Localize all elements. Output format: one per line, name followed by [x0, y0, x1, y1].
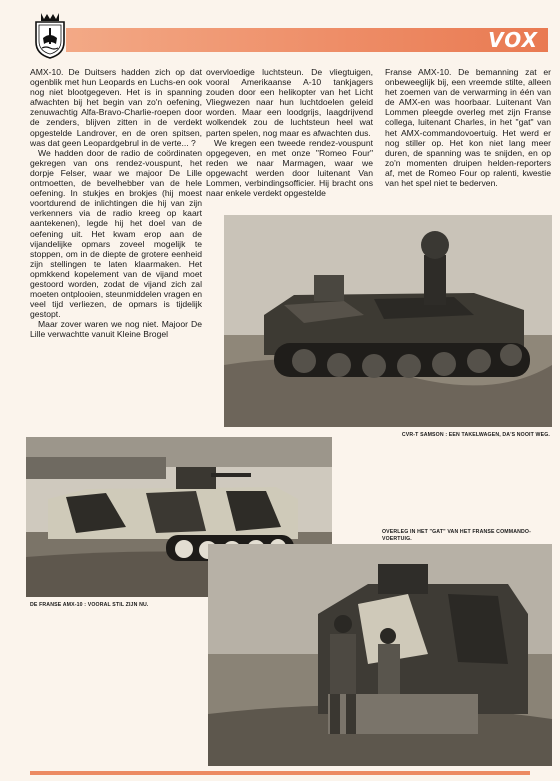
paragraph: overvloedige luchtsteun. De vliegtuigen, vooral Amerikaanse A-10 tankjagers zouden door een helikopter van het Licht Vliegwezen naar hun luchtdoelen geleid worden. Maar een loodgrijs, laagdrijvend wolkendek zou de luchtsteun heel wat parten spelen, nog maar es afwachten dus.: [206, 67, 373, 138]
photo-caption: DE FRANSE AMX-10 : VOORAL STIL ZIJN NU.: [30, 602, 149, 608]
article-column-3: [385, 67, 551, 188]
paragraph: We kregen een tweede rendez-vouspunt opgegeven, en met onze "Romeo Four" reden we naar Marmagen, waar we opgewacht werden door luitenant Van Lommen, verbindingsofficier. Hij bracht ons naar enkele verdekt opgestelde: [206, 137, 373, 199]
photo-caption: OVERLEG IN HET "GAT" VAN HET FRANSE COMMANDO-VOERTUIG.: [382, 529, 531, 542]
article-column-2: [206, 67, 373, 198]
paragraph: Maar zover waren we nog niet. Majoor De Lille verwachtte vanuit Kleine Brogel: [30, 319, 202, 340]
photo-cvrt-samson: [224, 215, 552, 427]
paragraph: We hadden door de radio de coördinaten gekregen van ons rendez-vouspunt, het dorpje Felser, waar we majoor De Lille ontmoetten, de bevelhebber van de hele oefening. In stukjes en brokjes (hij moest voortdurend de inlichtingen die hij van zijn verkenners via de radio kreeg op kaart aantekenen), legde hij het doel van de oefening uit. Het kwam erop aan de vijandelijke opmars zoveel mogelijk te stoppen, om in de diepte de grotere eenheid zijn stellingen te laten klaarmaken. Het opmkkend kopelement van de vijand moet gestoord worden, zodat de vijand zich zal moeten ontplooien, steunmiddelen vragen en veel tijd verliezen, de opmars is tijdelijk gestopt.: [30, 147, 202, 320]
header-band: [66, 28, 548, 52]
photo-caption: CVR-T SAMSON : EEN TAKELWAGEN, DA'S NOOIT WEG.: [401, 432, 550, 438]
article-column-1: [30, 67, 202, 340]
paragraph: AMX-10. De Duitsers hadden zich op dat ogenblik met hun Leopards en Luchs-en ook nog niet blootgegeven. Het is in spanning afwachten bij het begin van zo'n oefening, zenuwachtig Alfa-Bravo-Charlie-roepen door de zenders, blijven zitten in de verdekt opgestelde Landrover, en de oren spitsen, was dat geen Leopardgebrul in de verte... ?: [30, 67, 202, 148]
paragraph: Franse AMX-10. De bemanning zat er onbeweeglijk bij, een vreemde stilte, alleen het zoemen van de verwarming in één van de AMX-en was hoorbaar. Luitenant Van Lommen pleegde overleg met zijn Franse collega, luitenant Charles, in het "gat" van het AMX-commandovoertuig. Het werd er nog stiller op. Het kon niet lang meer duren, de spanning was te snijden, en op zo'n momenten druipen helden-reporters af, met de Romeo Four op ralenti, kwestie van het spel niet te bederven.: [385, 67, 551, 189]
regimental-crest-icon: [30, 8, 70, 60]
footer-band: [30, 771, 530, 775]
photo-command-vehicle: [208, 544, 552, 766]
brand-logo: VOX: [488, 28, 538, 52]
